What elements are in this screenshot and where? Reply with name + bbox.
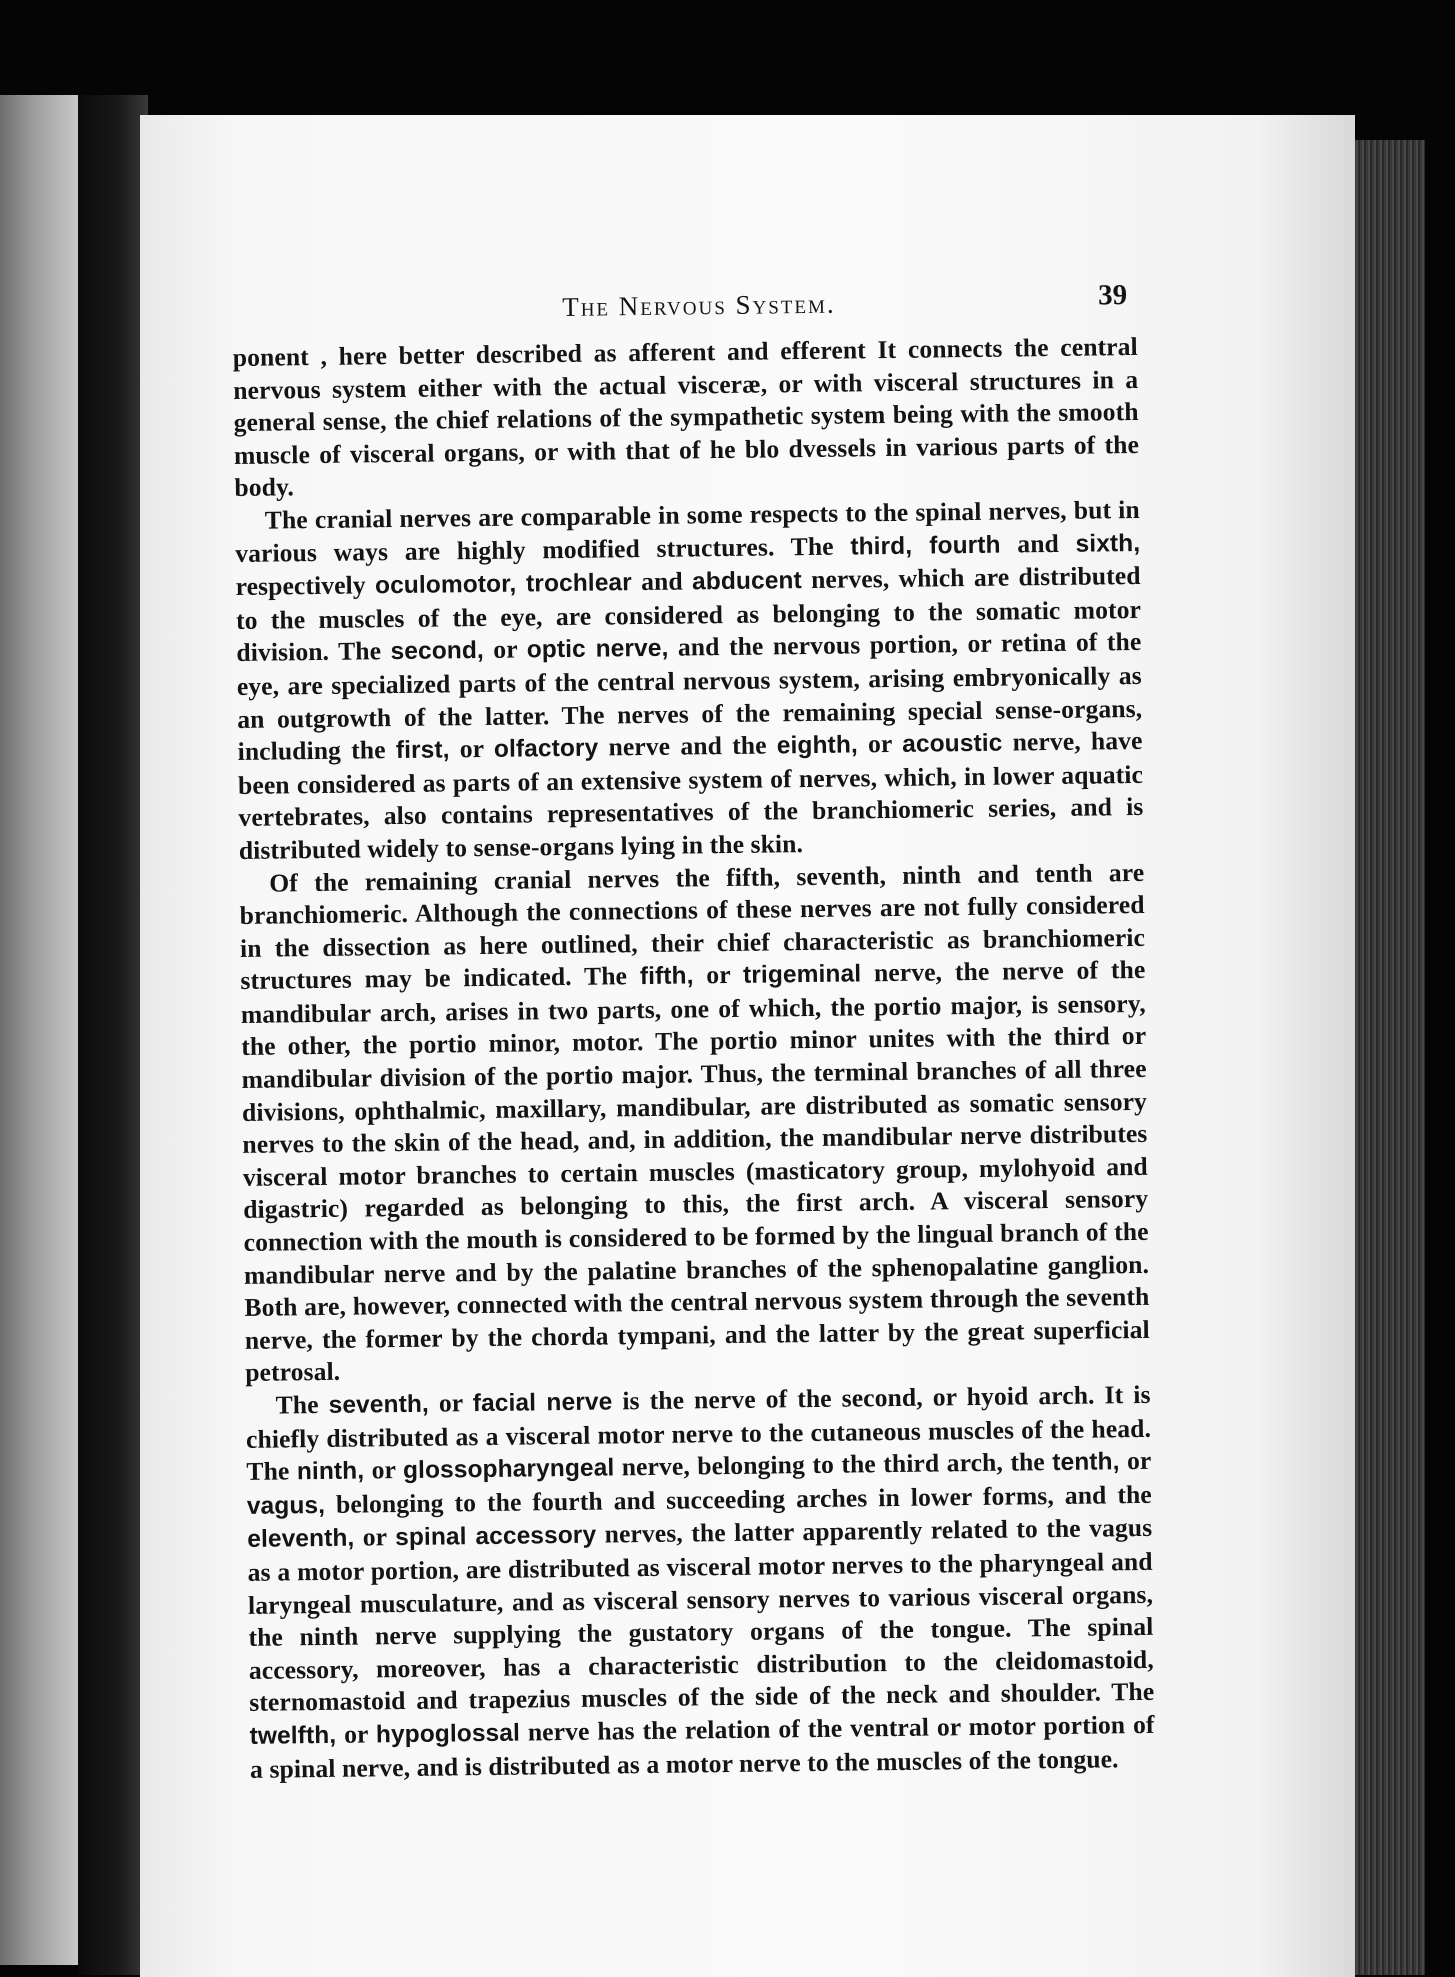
bold-term: third, fourth — [850, 531, 1001, 561]
page-stack-edge — [1355, 140, 1425, 1975]
bold-term: fifth, — [639, 962, 694, 991]
text-run: nerve has the relation of the ventral or motor portion of a spinal nerve, and is distributed as a motor nerve to the muscles of the tongue. — [249, 1709, 1155, 1784]
page-content — [232, 279, 1155, 1786]
text-run: or — [336, 1719, 377, 1749]
text-run: or — [428, 1388, 473, 1418]
paragraph — [233, 331, 1140, 505]
running-title: The Nervous System. — [562, 288, 836, 322]
text-run: respectively — [235, 570, 376, 602]
bold-term: acoustic — [902, 729, 1003, 758]
text-run: The — [275, 1389, 329, 1420]
text-run: or — [1119, 1446, 1152, 1476]
bold-term: hypoglossal — [375, 1719, 521, 1749]
bold-term: seventh, — [328, 1390, 429, 1419]
bold-term: glossopharyngeal — [402, 1454, 615, 1485]
text-run: Of the remaining cranial nerves the fifth, seventh, ninth and tenth are branchiomeric. Although the connections of these nerves are not fully considered in the dissection as here outlined, their chief characteristic as branchiomeric structures may be indicated. The — [239, 857, 1146, 996]
bold-term: ninth, — [296, 1457, 365, 1486]
text-run: or — [449, 733, 495, 764]
text-run: or — [693, 960, 744, 990]
bold-term: optic nerve, — [526, 635, 669, 664]
text-run: ponent , here better described as afferent and efferent It connects the central nervous system either with the actual visceræ, or with visceral structures in a general sense, the chief relations of the sympathetic system being with the smooth muscle of visceral organs, or with that of he blo dvessels in various parts of the body. — [232, 331, 1140, 503]
bold-term: sixth, — [1075, 529, 1141, 558]
paragraph — [235, 494, 1144, 868]
text-run: and — [1000, 528, 1076, 559]
text-run: nerve, have been considered as parts of an extensive system of nerves, which, in lower aquatic vertebrates, also contains representatives of the branchiomeric series, and is distributed widely to sense-organs lying in the skin. — [237, 726, 1144, 865]
bold-term: eleventh, — [247, 1524, 355, 1554]
bold-term: first, — [395, 736, 450, 765]
bold-term: abducent — [691, 567, 802, 596]
text-run: nerves, the latter apparently related to the vagus as a motor portion, are distributed as visceral motor nerves to the pharyngeal and laryngeal musculature, and as visceral sensory nerves to various visceral organs, the ninth nerve supplying the gustatory organs of the tongue. The spinal accessory, moreover, has a characteristic distribution to the cleidomastoid, sternomastoid and trapezius muscles of the side of the neck and shoulder. The — [247, 1513, 1155, 1718]
bold-term: second, — [390, 637, 485, 666]
text-run: or — [354, 1522, 396, 1552]
text-run: belonging to the fourth and succeeding arches in lower forms, and the — [324, 1479, 1152, 1519]
paragraph — [239, 856, 1150, 1390]
book-spine-shadow — [78, 95, 148, 1975]
text-run: is the nerve of the second, or hyoid arch. It is chiefly distributed as a visceral motor nerve to the cutaneous muscles of the head. The — [245, 1379, 1152, 1487]
text-run: and the nervous portion, or retina of the eye, are specialized parts of the central nervous system, arising embryonically as an outgrowth of the latter. The nerves of the remaining special sense-organs, including the — [236, 627, 1143, 767]
bold-term: oculomotor, trochlear — [374, 569, 632, 600]
text-run: nerve and the — [598, 730, 777, 762]
text-run: or — [483, 634, 527, 665]
bold-term: olfactory — [493, 734, 599, 763]
text-run: nerve, the nerve of the mandibular arch, arises in two parts, one of which, the portio major, is sensory, the other, the portio minor, motor. The portio minor unites with the third or mandibular division of the portio major. Thus, the terminal branches of all three divisions, ophthalmic, maxillary, mandibular, are distributed as somatic sensory nerves to the skin of the head, and, in addition, the mandibular nerve distributes visceral motor branches to certain muscles (masticatory group, mylohyoid and digastric) regarded as belonging to this, the first arch. A visceral sensory connection with the mouth is considered to be formed by the lingual branch of the mandibular nerve and by the palatine branches of the sphenopalatine ganglion. Both are, however, connected with the central nervous system through the seventh nerve, the former by the chorda tympani, and the latter by the great superficial petrosal. — [240, 955, 1150, 1388]
bold-term: trigeminal — [742, 960, 862, 990]
bold-term: eighth, — [776, 731, 858, 760]
text-run: or — [857, 728, 903, 759]
text-run: nerve, belonging to the third arch, the — [614, 1447, 1053, 1482]
bold-term: twelfth, — [249, 1721, 337, 1750]
text-run: The cranial nerves are comparable in some respects to the spinal nerves, but in various ways are highly modified structures. The — [235, 494, 1140, 568]
text-run: nerves, which are distributed to the muscles of the eye, are considered as belonging to the somatic motor division. The — [235, 561, 1142, 668]
text-run: or — [363, 1455, 404, 1485]
bold-term: spinal accessory — [395, 1522, 597, 1552]
left-page-edge — [0, 95, 78, 1965]
paragraph — [245, 1379, 1155, 1786]
page-number: 39 — [1097, 279, 1128, 312]
text-run: and — [631, 566, 693, 597]
bold-term: facial nerve — [472, 1388, 613, 1418]
bold-term: tenth, — [1052, 1448, 1120, 1477]
bold-term: vagus, — [246, 1491, 326, 1520]
